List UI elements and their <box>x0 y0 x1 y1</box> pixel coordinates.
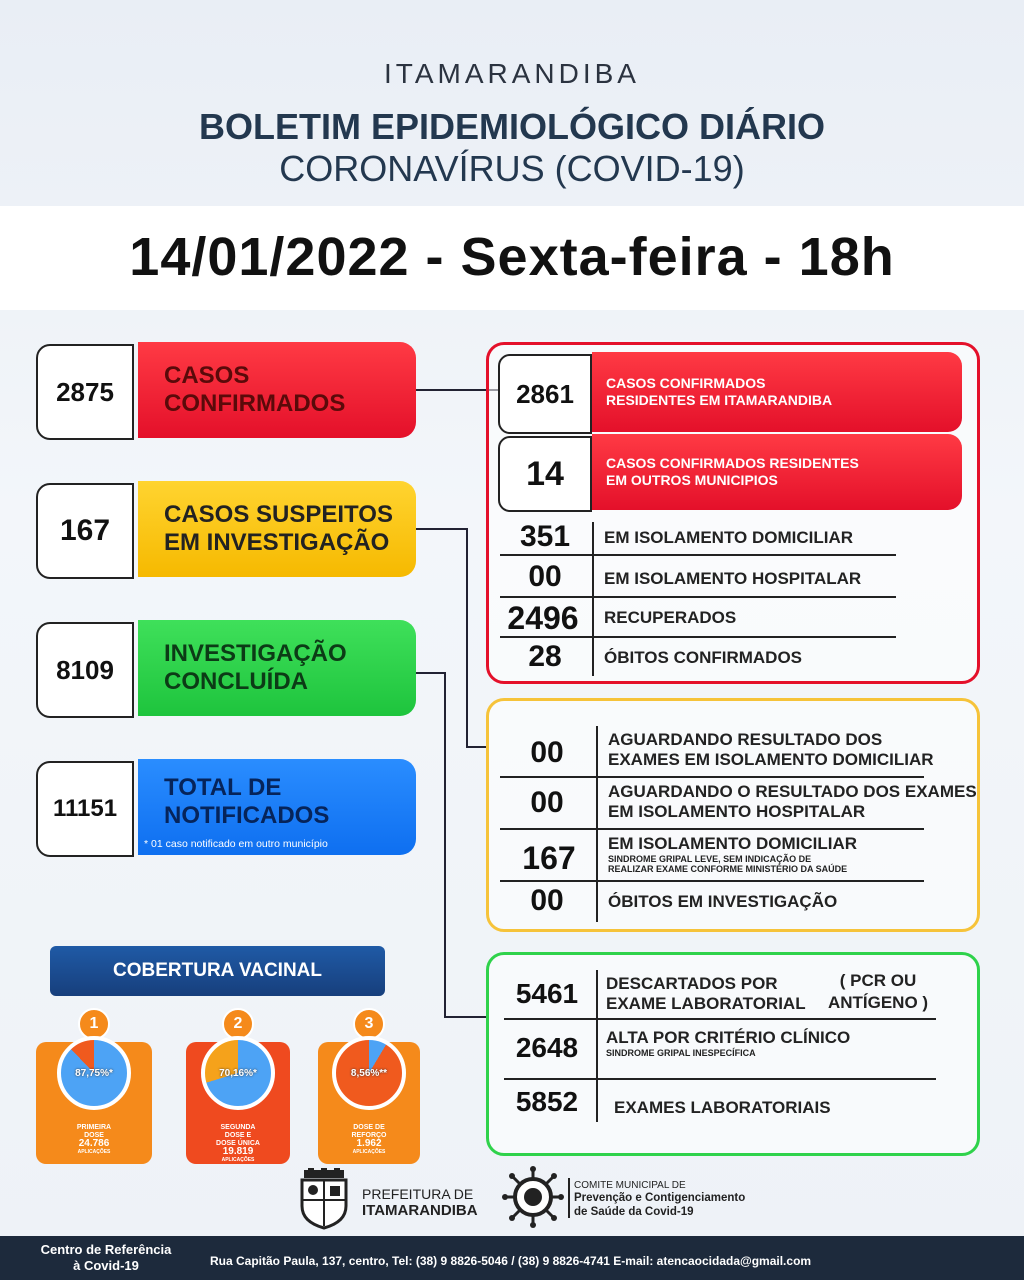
connector-suspect-h2 <box>466 746 488 748</box>
awaiting-hospital-value: 00 <box>530 786 564 819</box>
row-divider <box>500 880 924 882</box>
connector-concluded-v <box>444 672 446 1018</box>
prefeitura-line1: PREFEITURA DE <box>362 1186 474 1202</box>
vaccine-count: 1.962 <box>356 1138 382 1149</box>
row-divider <box>500 554 896 556</box>
isolation-home-label: EM ISOLAMENTO DOMICILIAR <box>604 528 854 547</box>
notified-label-line2: NOTIFICADOS <box>164 802 330 829</box>
footer-reference-line1: Centro de Referência <box>40 1242 172 1257</box>
concluded-divider-v <box>596 970 598 1122</box>
awaiting-hospital-label <box>608 782 977 822</box>
vaccine-pie <box>332 1036 406 1110</box>
lab-exams-value: 5852 <box>515 1086 579 1117</box>
vaccine-pie <box>201 1036 275 1110</box>
vaccine-unit: APLICAÇÕES <box>221 1157 255 1163</box>
suspect-label-line1: CASOS SUSPEITOS <box>164 501 393 528</box>
vaccine-dose-line2: DOSE <box>84 1132 104 1139</box>
row-divider <box>500 596 896 598</box>
isolation-mild-value: 167 <box>522 840 576 876</box>
awaiting-home-line1: AGUARDANDO RESULTADO DOS <box>608 730 883 749</box>
confirmed-residents-value: 2861 <box>498 354 592 434</box>
page-title: BOLETIM EPIDEMIOLÓGICO DIÁRIO <box>198 106 825 147</box>
awaiting-home-value: 00 <box>530 736 564 769</box>
footer-reference-line2: à Covid-19 <box>73 1258 139 1273</box>
bulletin-date: 14/01/2022 - Sexta-feira - 18h <box>129 227 895 287</box>
confirmed-total: 2875 <box>36 344 134 440</box>
discarded-aside2: ANTÍGENO ) <box>827 993 929 1012</box>
coat-of-arms-icon <box>298 1168 350 1230</box>
isolation-mild-line1: EM ISOLAMENTO DOMICILIAR <box>608 834 858 853</box>
vaccine-title: COBERTURA VACINAL <box>50 946 385 996</box>
clinical-discharge-label <box>606 1028 850 1058</box>
virus-logo-icon <box>502 1166 564 1228</box>
prefeitura-line2: ITAMARANDIBA <box>362 1202 478 1219</box>
vaccine-count: 24.786 <box>78 1138 110 1149</box>
comite-line2: Prevenção e Contigenciamento <box>574 1192 746 1204</box>
confirmed-other-line2: EM OUTROS MUNICIPIOS <box>606 472 778 488</box>
deaths-label: ÓBITOS CONFIRMADOS <box>604 648 803 667</box>
suspect-total: 167 <box>36 483 134 579</box>
discarded-aside <box>816 970 940 1014</box>
vaccine-dose-line1: DOSE DE <box>353 1124 385 1131</box>
recovered-value: 2496 <box>507 600 579 636</box>
deaths-value: 28 <box>528 640 562 673</box>
confirmed-label-line1: CASOS <box>164 362 250 389</box>
suspect-divider-v <box>596 726 598 922</box>
notified-label-line1: TOTAL DE <box>164 774 282 801</box>
connector-concluded-h2 <box>444 1016 488 1018</box>
confirmed-residents-label <box>592 352 962 432</box>
isolation-mild-label <box>608 834 857 874</box>
logo-divider <box>568 1178 570 1218</box>
recovered-label: RECUPERADOS <box>604 608 737 627</box>
deaths-investigation-value: 00 <box>530 884 564 917</box>
vaccine-dose-line2: DOSE E <box>224 1132 252 1139</box>
isolation-home-value: 351 <box>519 520 571 553</box>
vaccine-percent: 87,75%* <box>75 1067 113 1079</box>
suspect-label <box>138 481 416 577</box>
connector-suspect-h <box>416 528 468 530</box>
vaccine-dose-label <box>36 1124 152 1156</box>
connector-suspect-v <box>466 528 468 748</box>
vaccine-dose-label <box>186 1124 290 1164</box>
concluded-label <box>138 620 416 716</box>
awaiting-hospital-line2: EM ISOLAMENTO HOSPITALAR <box>608 802 866 821</box>
confirmed-other-label <box>592 434 962 510</box>
vaccine-unit: APLICAÇÕES <box>352 1149 386 1155</box>
deaths-investigation-label: ÓBITOS EM INVESTIGAÇÃO <box>608 892 838 911</box>
isolation-hospital-value: 00 <box>528 560 562 593</box>
vaccine-dose-line3: DOSE ÚNICA <box>216 1140 260 1147</box>
vaccine-dose-line2: REFORÇO <box>351 1132 387 1139</box>
concluded-label-line2: CONCLUÍDA <box>164 668 308 695</box>
clinical-discharge-line1: ALTA POR CRITÉRIO CLÍNICO <box>606 1028 851 1047</box>
vaccine-dose-line1: SEGUNDA <box>220 1124 256 1131</box>
vaccine-badge: 2 <box>222 1008 254 1040</box>
vaccine-dose-line1: PRIMEIRA <box>76 1124 112 1131</box>
comite-line3: de Saúde da Covid-19 <box>574 1206 694 1218</box>
row-divider <box>500 828 924 830</box>
comite-line1: COMITE MUNICIPAL DE <box>574 1180 686 1191</box>
clinical-discharge-small1: SINDROME GRIPAL INESPECÍFICA <box>606 1048 756 1058</box>
row-divider <box>504 1078 936 1080</box>
vaccine-count: 19.819 <box>222 1146 254 1157</box>
confirmed-residents-line1: CASOS CONFIRMADOS <box>606 375 766 391</box>
discarded-value: 5461 <box>515 978 579 1009</box>
confirmed-label-line2: CONFIRMADOS <box>164 390 346 417</box>
vaccine-pie <box>57 1036 131 1110</box>
vaccine-dose-label <box>318 1124 420 1156</box>
awaiting-hospital-line1: AGUARDANDO O RESULTADO DOS EXAMES <box>608 782 977 801</box>
awaiting-home-label <box>608 730 934 770</box>
suspect-label-line2: EM INVESTIGAÇÃO <box>164 529 390 556</box>
confirmed-label <box>138 342 416 438</box>
header-city: ITAMARANDIBA <box>384 58 640 89</box>
footer-reference <box>6 1242 206 1274</box>
vaccine-badge: 3 <box>353 1008 385 1040</box>
notified-note: * 01 caso notificado em outro município <box>144 838 328 850</box>
vaccine-badge: 1 <box>78 1008 110 1040</box>
row-divider <box>504 1018 936 1020</box>
awaiting-home-line2: EXAMES EM ISOLAMENTO DOMICILIAR <box>608 750 934 769</box>
discarded-aside1: ( PCR OU <box>839 971 917 990</box>
connector-concluded-h <box>416 672 446 674</box>
concluded-total: 8109 <box>36 622 134 718</box>
concluded-label-line1: INVESTIGAÇÃO <box>164 640 347 667</box>
isolation-mild-small2: REALIZAR EXAME CONFORME MINISTÉRIO DA SAÚDE <box>608 864 848 874</box>
notified-total: 11151 <box>36 761 134 857</box>
discarded-line2: EXAME LABORATORIAL <box>606 994 806 1013</box>
discarded-line1: DESCARTADOS POR <box>606 974 778 993</box>
vaccine-percent: 8,56%** <box>350 1067 388 1079</box>
isolation-hospital-label: EM ISOLAMENTO HOSPITALAR <box>604 569 862 588</box>
isolation-mild-small1: SINDROME GRIPAL LEVE, SEM INDICAÇÃO DE <box>608 854 812 864</box>
discarded-label <box>606 974 806 1014</box>
clinical-discharge-value: 2648 <box>515 1032 579 1063</box>
vaccine-unit: APLICAÇÕES <box>77 1149 111 1155</box>
confirmed-other-line1: CASOS CONFIRMADOS RESIDENTES <box>606 455 859 471</box>
confirmed-divider-v <box>592 522 594 676</box>
vaccine-percent: 70,16%* <box>219 1067 257 1079</box>
confirmed-residents-line2: RESIDENTES EM ITAMARANDIBA <box>606 392 833 408</box>
row-divider <box>500 776 924 778</box>
lab-exams-label: EXAMES LABORATORIAIS <box>614 1098 831 1117</box>
row-divider <box>500 636 896 638</box>
page-subtitle: CORONAVÍRUS (COVID-19) <box>279 148 745 189</box>
confirmed-other-value: 14 <box>498 436 592 512</box>
footer-address: Rua Capitão Paula, 137, centro, Tel: (38) 9 8826-5046 / (38) 9 8826-4741 E-mail: atencaocidada@gmail.com <box>210 1254 812 1268</box>
